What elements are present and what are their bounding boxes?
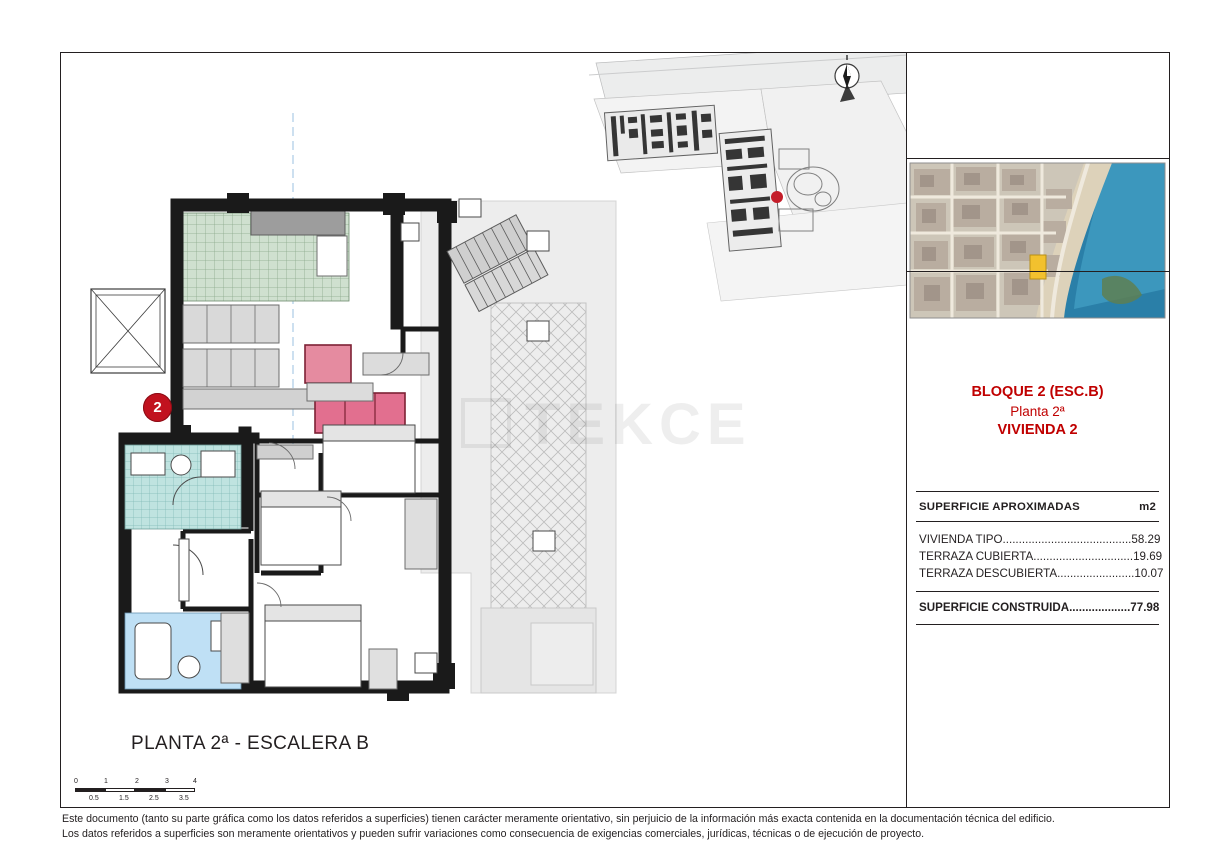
surface-table [906, 491, 1169, 625]
legal-disclaimer [62, 812, 1172, 842]
watermark-logo-icon [461, 398, 511, 448]
table-row [919, 531, 1161, 548]
surface-table-header [916, 492, 1159, 521]
surface-header-label: SUPERFICIE APROXIMADAS [919, 501, 1080, 513]
divider [906, 271, 1169, 272]
floor-name: Planta 2ª [1010, 404, 1065, 419]
legal-line-1: Este documento (tanto su parte gráfica como los datos referidos a superficies) tienen carácter meramente orientativo, sin perjuicio de la información más exacta contenida en la documentación técnica del edificio. [62, 813, 1055, 825]
surface-row-label: TERRAZA DESCUBIERTA........................ [919, 567, 1135, 580]
surface-row-value: 10.07 [1134, 567, 1164, 580]
scale-bar-graphic [69, 788, 195, 792]
surface-total-row [916, 592, 1159, 624]
scale-bottom-numbers: 0.5 1.5 2.5 3.5 [89, 795, 189, 802]
divider [916, 624, 1159, 625]
surface-row-label: TERRAZA CUBIERTA............................... [919, 550, 1134, 563]
watermark: TEKCE [461, 391, 752, 458]
block-name: BLOQUE 2 (ESC.B) [971, 384, 1104, 400]
surface-row-label: VIVIENDA TIPO........................................ [919, 533, 1132, 546]
scale-top-numbers: 0 1 2 3 4 [74, 778, 197, 785]
surface-rows [916, 522, 1164, 591]
surface-total-value: 77.98 [1130, 601, 1160, 614]
table-row [919, 565, 1164, 582]
legal-line-2: Los datos referidos a superficies son meramente orientativos y pueden sufrir variaciones como consecuencia de exigencias comerciales, jurídicas, técnicas o de ejecución de proyecto. [62, 828, 925, 840]
title-block [906, 383, 1169, 440]
unit-number-badge: 2 [143, 393, 172, 422]
surface-row-value: 58.29 [1131, 533, 1161, 546]
unit-name: VIVIENDA 2 [997, 422, 1078, 438]
location-marker-icon [771, 191, 783, 203]
aerial-map-cell [906, 159, 1169, 273]
surface-row-value: 19.69 [1133, 550, 1163, 563]
highlight-parcel [1030, 255, 1046, 279]
surface-header-unit: m2 [1139, 501, 1156, 513]
floor-plan-panel [61, 53, 907, 807]
info-column [906, 53, 1169, 807]
site-context-plan [589, 53, 907, 301]
scale-bar [69, 778, 209, 805]
drawing-sheet [60, 52, 1170, 808]
table-row [919, 548, 1163, 565]
surface-total-label: SUPERFICIE CONSTRUIDA................... [919, 601, 1131, 614]
aerial-map-icon [906, 159, 1169, 327]
plan-title: PLANTA 2ª - ESCALERA B [131, 733, 370, 754]
compass-cell [906, 53, 1169, 158]
